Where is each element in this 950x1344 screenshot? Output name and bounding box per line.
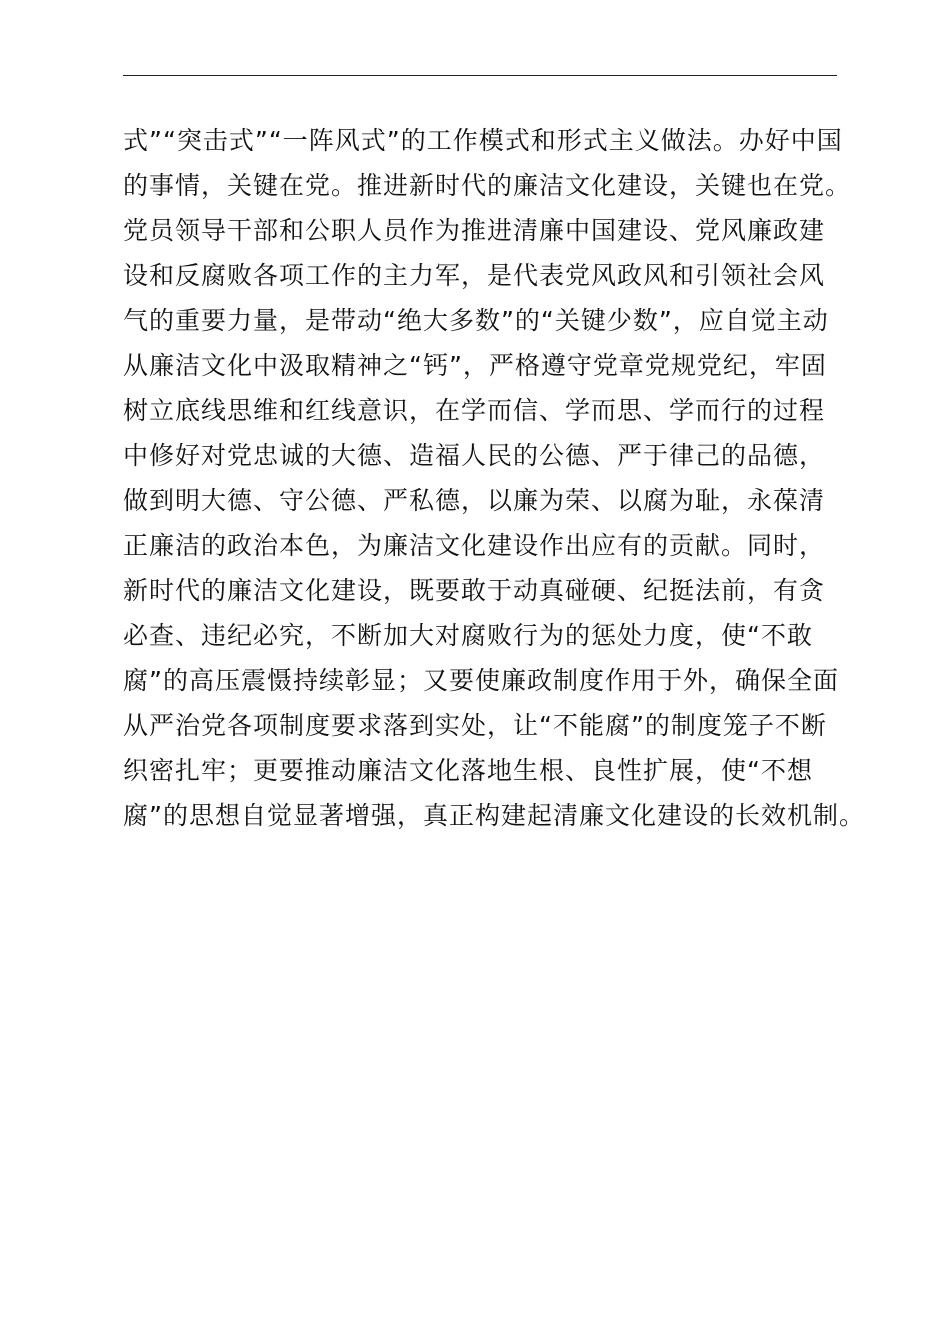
text-line: 必查、违纪必究，不断加大对腐败行为的惩处力度，使“不敢	[123, 621, 813, 650]
text-line: 做到明大德、守公德、严私德，以廉为荣、以腐为耻，永葆清	[123, 486, 826, 515]
text-line: 党员领导干部和公职人员作为推进清廉中国建设、党风廉政建	[123, 216, 826, 245]
text-line: 腐”的高压震慑持续彰显；又要使廉政制度作用于外，确保全面	[123, 666, 839, 695]
text-line: 设和反腐败各项工作的主力军，是代表党风政风和引领社会风	[123, 261, 826, 290]
text-line: 气的重要力量，是带动“绝大多数”的“关键少数”，应自觉主动	[123, 306, 829, 335]
body-paragraph	[123, 118, 863, 838]
text-line: 从廉洁文化中汲取精神之“钙”，严格遵守党章党规党纪，牢固	[123, 351, 827, 380]
text-line: 的事情，关键在党。推进新时代的廉洁文化建设，关键也在党。	[123, 171, 852, 200]
text-line: 树立底线思维和红线意识，在学而信、学而思、学而行的过程	[123, 396, 826, 425]
text-line: 织密扎牢；更要推动廉洁文化落地生根、良性扩展，使“不想	[123, 756, 813, 785]
text-line: 正廉洁的政治本色，为廉洁文化建设作出应有的贡献。同时，	[123, 531, 826, 560]
text-line: 新时代的廉洁文化建设，既要敢于动真碰硬、纪挺法前，有贪	[123, 576, 826, 605]
text-line: 中修好对党忠诚的大德、造福人民的公德、严于律己的品德，	[123, 441, 826, 470]
header-rule	[123, 75, 837, 76]
text-line: 从严治党各项制度要求落到实处，让“不能腐”的制度笼子不断	[123, 711, 827, 740]
text-line: 式”“突击式”“一阵风式”的工作模式和形式主义做法。办好中国	[123, 126, 843, 155]
text-line: 腐”的思想自觉显著增强，真正构建起清廉文化建设的长效机制。	[123, 801, 865, 830]
